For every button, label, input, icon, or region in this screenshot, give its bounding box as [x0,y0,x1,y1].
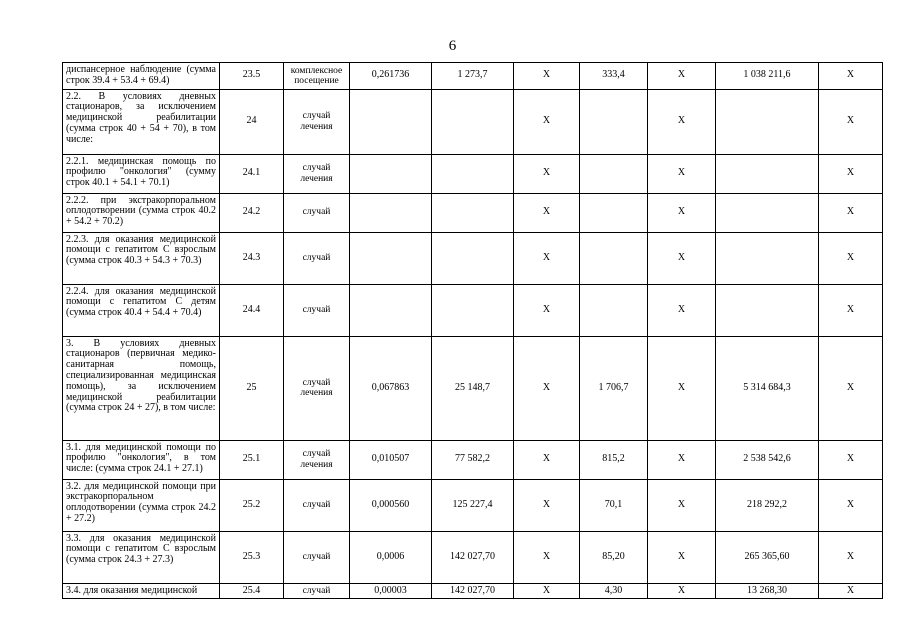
row-cell: 1 706,7 [580,336,648,440]
row-description: 2.2.4. для оказания медицинской помощи с гепатитом С детям (сумма строк 40.4 + 54.4 + 70.4) [63,284,220,336]
row-number: 23.5 [220,63,284,90]
row-cell: Х [648,440,716,479]
row-cell [716,154,819,193]
row-cell [716,89,819,154]
row-cell: Х [648,89,716,154]
row-cell: 265 365,60 [716,531,819,583]
row-cell: Х [648,232,716,284]
row-description: 3. В условиях дневных стационаров (первичная медико-санитарная помощь, специализированная медицинская помощь), за исключением медицинской реабилитации (сумма строк 24 + 27), в том числе: [63,336,220,440]
row-unit: случай [284,284,350,336]
row-cell: Х [819,284,883,336]
row-cell [432,232,514,284]
row-cell: 70,1 [580,479,648,531]
row-cell [432,89,514,154]
row-description: 3.2. для медицинской помощи при экстракорпоральном оплодотворении (сумма строк 24.2 + 27.2) [63,479,220,531]
row-cell: Х [819,531,883,583]
row-cell: Х [514,531,580,583]
row-unit: случай [284,479,350,531]
row-cell: Х [819,583,883,599]
row-cell [716,284,819,336]
row-cell [580,232,648,284]
row-cell: Х [648,154,716,193]
row-number: 24 [220,89,284,154]
row-cell [432,284,514,336]
row-number: 24.4 [220,284,284,336]
table-row [63,154,883,193]
row-cell: 85,20 [580,531,648,583]
row-unit: случай [284,193,350,232]
row-cell [580,89,648,154]
row-cell: 125 227,4 [432,479,514,531]
row-unit: случай лечения [284,440,350,479]
row-cell: 333,4 [580,63,648,90]
row-number: 25.1 [220,440,284,479]
row-cell: 142 027,70 [432,583,514,599]
row-cell: Х [819,479,883,531]
row-cell: Х [514,89,580,154]
table-row [63,232,883,284]
row-description: диспансерное наблюдение (сумма строк 39.4 + 53.4 + 69.4) [63,63,220,90]
row-cell: 0,0006 [350,531,432,583]
row-cell: 0,261736 [350,63,432,90]
row-cell: Х [648,63,716,90]
row-cell: 1 273,7 [432,63,514,90]
row-cell [350,89,432,154]
row-cell: Х [819,232,883,284]
table-row [63,193,883,232]
row-unit: случай лечения [284,154,350,193]
row-cell: 77 582,2 [432,440,514,479]
row-cell: 4,30 [580,583,648,599]
row-description: 2.2. В условиях дневных стационаров, за исключением медицинской реабилитации (сумма строк 40 + 54 + 70), в том числе: [63,89,220,154]
table-row [63,583,883,599]
row-cell [716,232,819,284]
row-unit: случай лечения [284,336,350,440]
row-cell: Х [648,336,716,440]
row-number: 24.1 [220,154,284,193]
row-cell [350,232,432,284]
row-number: 25.4 [220,583,284,599]
row-cell: Х [819,89,883,154]
row-cell: 25 148,7 [432,336,514,440]
row-cell: Х [648,531,716,583]
row-description: 3.4. для оказания медицинской [63,583,220,599]
table-row [63,479,883,531]
row-cell: 0,067863 [350,336,432,440]
row-cell: Х [514,284,580,336]
row-cell [580,193,648,232]
row-cell: 815,2 [580,440,648,479]
row-cell: 218 292,2 [716,479,819,531]
row-cell: Х [514,193,580,232]
row-cell: Х [648,479,716,531]
financing-table [62,62,883,599]
row-cell: Х [648,193,716,232]
row-cell: Х [819,440,883,479]
row-cell: 2 538 542,6 [716,440,819,479]
row-cell: Х [819,154,883,193]
row-cell: Х [819,193,883,232]
row-cell: Х [514,336,580,440]
row-cell [580,284,648,336]
row-unit: случай лечения [284,89,350,154]
row-number: 25 [220,336,284,440]
row-description: 3.3. для оказания медицинской помощи с гепатитом С взрослым (сумма строк 24.3 + 27.3) [63,531,220,583]
row-description: 2.2.1. медицинская помощь по профилю "онкология" (сумму строк 40.1 + 54.1 + 70.1) [63,154,220,193]
row-number: 25.2 [220,479,284,531]
row-number: 24.2 [220,193,284,232]
row-cell [432,193,514,232]
table-row [63,440,883,479]
row-unit: случай [284,232,350,284]
table-row [63,531,883,583]
row-cell [580,154,648,193]
row-unit: комплексное посещение [284,63,350,90]
row-description: 2.2.3. для оказания медицинской помощи с гепатитом С взрослым (сумма строк 40.3 + 54.3 + 70.3) [63,232,220,284]
row-unit: случай [284,583,350,599]
row-cell: Х [514,440,580,479]
row-cell: Х [648,284,716,336]
row-cell: Х [514,63,580,90]
row-number: 25.3 [220,531,284,583]
row-cell: 0,010507 [350,440,432,479]
row-cell: 142 027,70 [432,531,514,583]
row-number: 24.3 [220,232,284,284]
table-row [63,336,883,440]
table-row [63,89,883,154]
row-unit: случай [284,531,350,583]
row-cell [716,193,819,232]
row-cell: Х [819,336,883,440]
row-cell: 5 314 684,3 [716,336,819,440]
row-cell: 1 038 211,6 [716,63,819,90]
row-cell: Х [514,154,580,193]
row-cell: Х [514,479,580,531]
row-cell: Х [819,63,883,90]
row-cell: Х [514,232,580,284]
row-cell: 0,000560 [350,479,432,531]
row-description: 3.1. для медицинской помощи по профилю "онкология", в том числе: (сумма строк 24.1 + 27.1) [63,440,220,479]
row-cell [350,193,432,232]
row-cell [350,284,432,336]
row-cell: Х [514,583,580,599]
table-row [63,284,883,336]
row-cell [350,154,432,193]
row-cell [432,154,514,193]
table-row [63,63,883,90]
row-cell: 13 268,30 [716,583,819,599]
row-description: 2.2.2. при экстракорпоральном оплодотворении (сумма строк 40.2 + 54.2 + 70.2) [63,193,220,232]
page-number: 6 [448,38,457,54]
row-cell: 0,00003 [350,583,432,599]
row-cell: Х [648,583,716,599]
